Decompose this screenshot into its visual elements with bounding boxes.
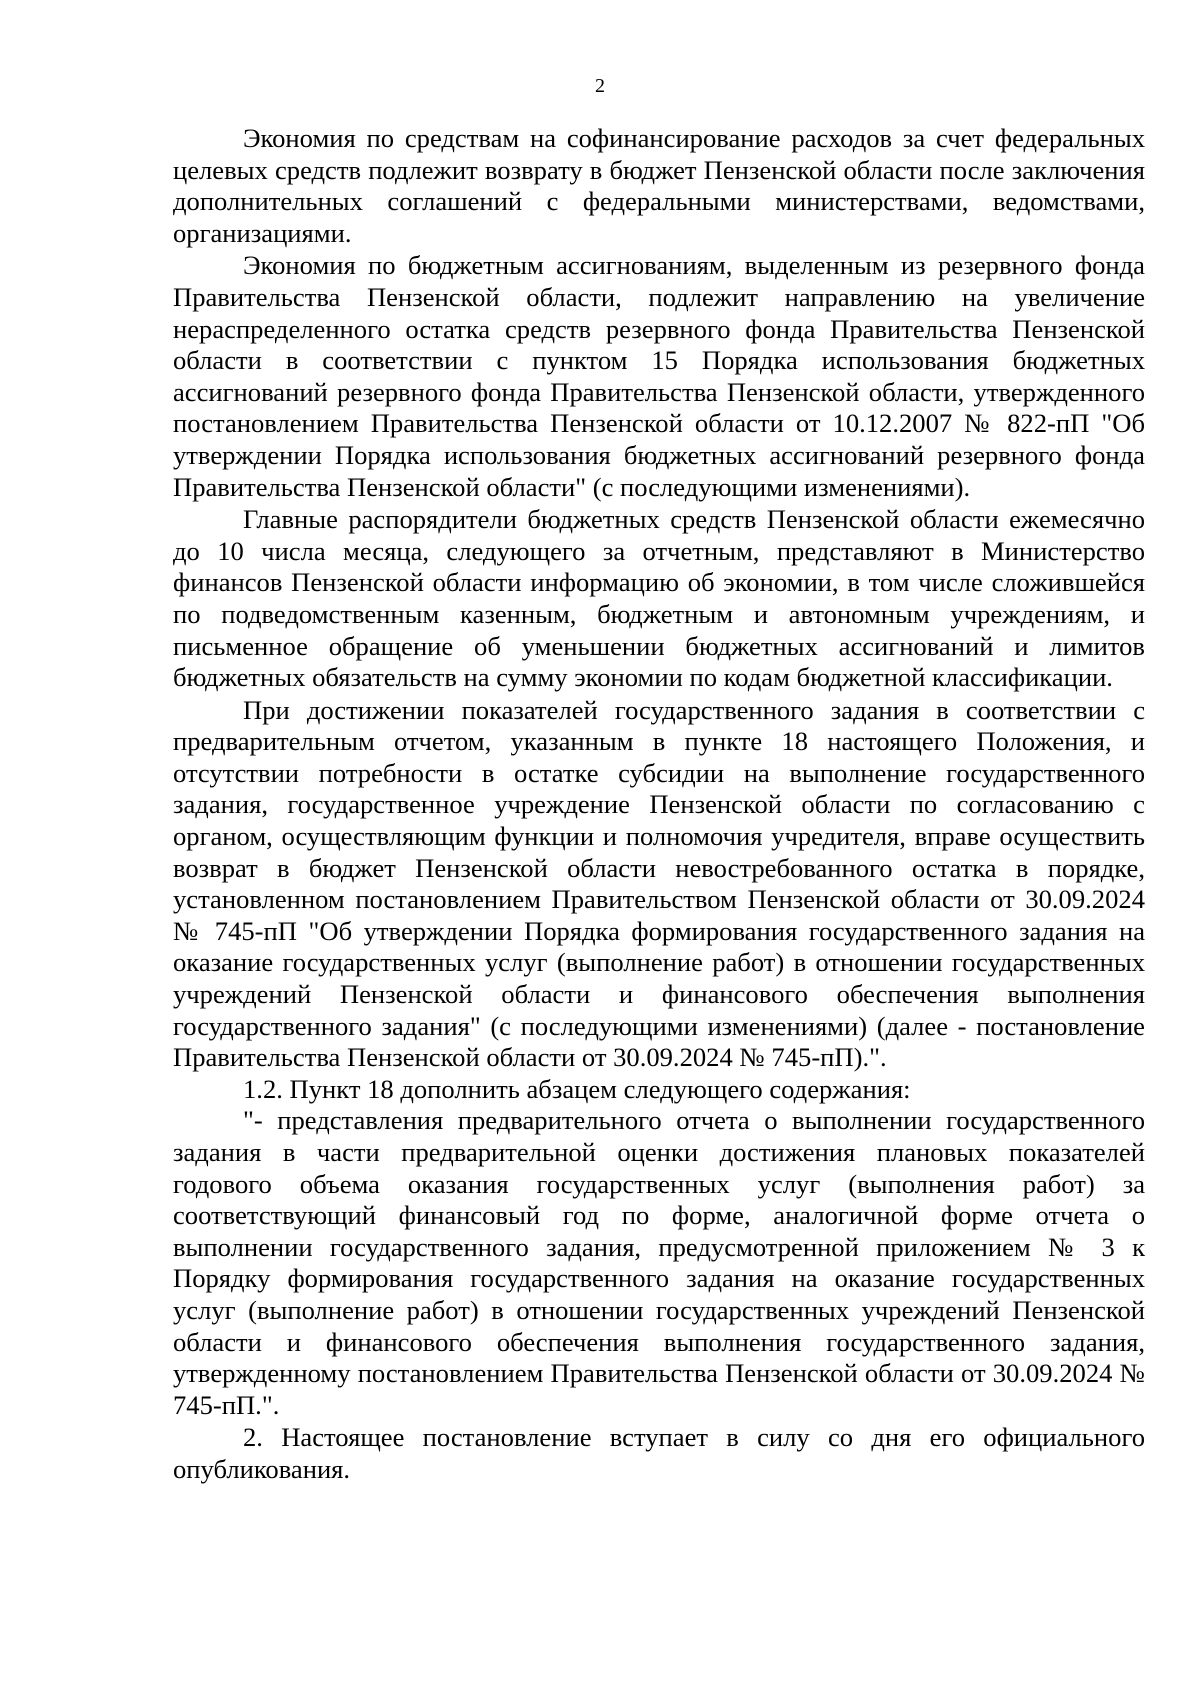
page-number: 2 — [595, 75, 605, 97]
paragraph-state-assignment-return: При достижении показателей государственного задания в соответствии с предварительным отчетом, указанным в пункте 18 настоящего Положения, и отсутствии потребности в остатке субсидии на выполнение государственного задания, государственное учреждение Пензенской области по согласованию с органом, осуществляющим функции и полномочия учредителя, вправе осуществить возврат в бюджет Пензенской области невостребованного остатка в порядке, установленном постановлением Правительством Пензенской области от 30.09.2024 № 745-пП "Об утверждении Порядка формирования государственного задания на оказание государственных услуг (выполнение работ) в отношении государственных учреждений Пензенской области и финансового обеспечения выполнения государственного задания" (с последующими изменениями) (далее - постановление Правительства Пензенской области от 30.09.2024 № 745-пП).". — [173, 694, 1145, 1073]
paragraph-main-budget-managers: Главные распорядители бюджетных средств Пензенской области ежемесячно до 10 числа месяца, следующего за отчетным, представляют в Министерство финансов Пензенской области информацию об экономии, в том числе сложившейся по подведомственным казенным, бюджетным и автономным учреждениям, и письменное обращение об уменьшении бюджетных ассигнований и лимитов бюджетных обязательств на сумму экономии по кодам бюджетной классификации. — [173, 504, 1145, 693]
paragraph-preliminary-report: "- представления предварительного отчета о выполнении государственного задания в части предварительной оценки достижения плановых показателей годового объема оказания государственных услуг (выполнения работ) за соответствующий финансовый год по форме, аналогичной форме отчета о выполнении государственного задания, предусмотренной приложением № 3 к Порядку формирования государственного задания на оказание государственных услуг (выполнение работ) в отношении государственных учреждений Пензенской области и финансового обеспечения выполнения государственного задания, утвержденному постановлением Правительства Пензенской области от 30.09.2024 № 745-пП.". — [173, 1105, 1145, 1420]
paragraph-savings-cofinancing: Экономия по средствам на софинансирование расходов за счет федеральных целевых средств подлежит возврату в бюджет Пензенской области после заключения дополнительных соглашений с федеральными министерствами, ведомствами, организациями. — [173, 123, 1145, 248]
paragraph-amendment-1-2: 1.2. Пункт 18 дополнить абзацем следующего содержания: — [243, 1073, 911, 1104]
paragraph-reserve-fund-savings: Экономия по бюджетным ассигнованиям, выделенным из резервного фонда Правительства Пензенской области, подлежит направлению на увеличение нераспределенного остатка средств резервного фонда Правительства Пензенской области в соответствии с пунктом 15 Порядка использования бюджетных ассигнований резервного фонда Правительства Пензенской области, утвержденного постановлением Правительства Пензенской области от 10.12.2007 № 822-пП "Об утверждении Порядка использования бюджетных ассигнований резервного фонда Правительства Пензенской области" (с последующими изменениями). — [173, 250, 1145, 502]
paragraph-entry-into-force: 2. Настоящее постановление вступает в силу со дня его официального опубликования. — [173, 1422, 1145, 1484]
document-body — [173, 123, 1145, 1486]
